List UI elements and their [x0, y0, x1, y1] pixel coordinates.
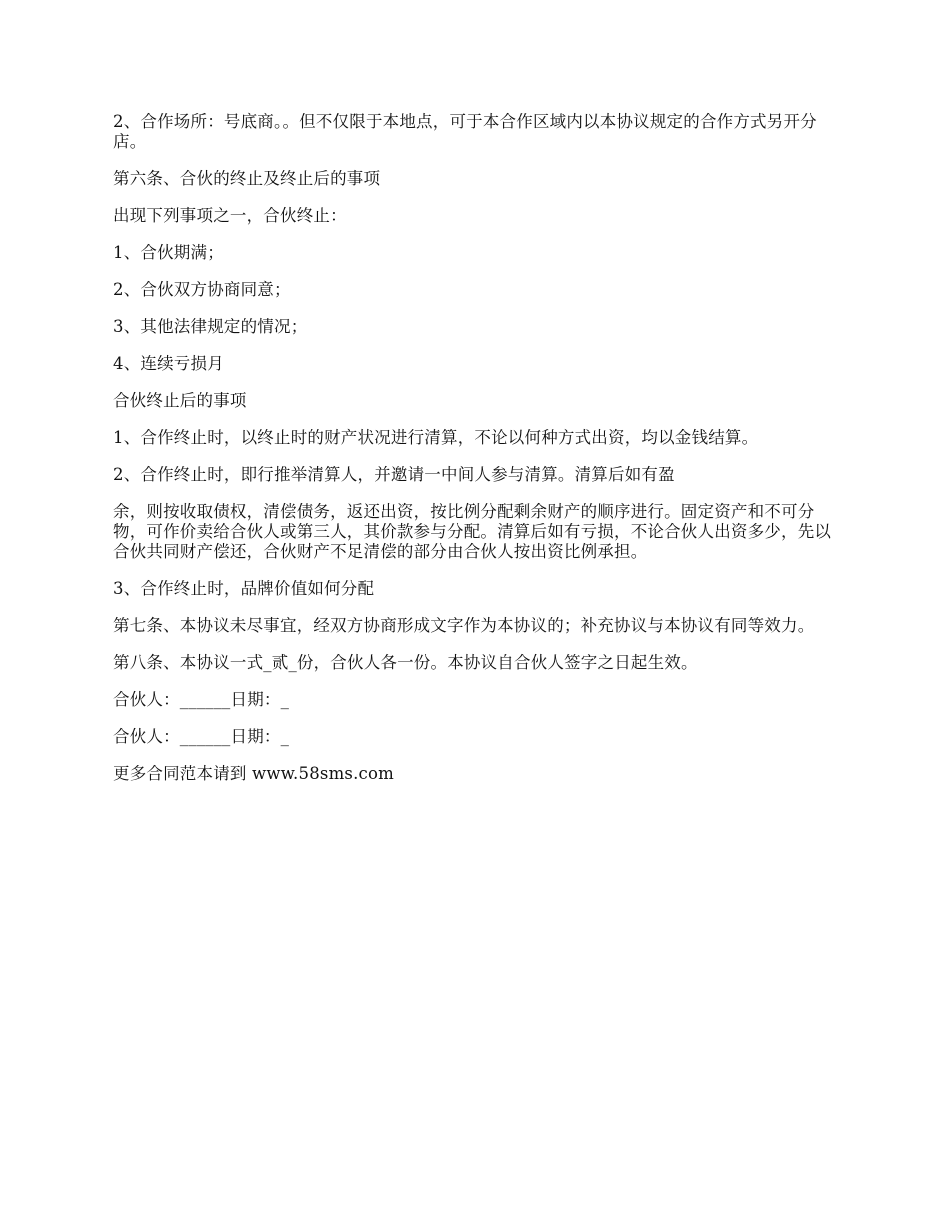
- paragraph-cooperation-venue: 2、合作场所：号底商。。但不仅限于本地点，可于本合作区域内以本协议规定的合作方式另开分店。: [113, 112, 817, 151]
- list-item-brand-value: 3、合作终止时，品牌价值如何分配: [113, 579, 375, 598]
- list-item-mutual-agreement: 2、合伙双方协商同意；: [113, 280, 291, 299]
- paragraph-termination-intro: 出现下列事项之一，合伙终止：: [113, 206, 347, 225]
- signature-line-partner-1: 合伙人：______日期：_: [113, 690, 290, 709]
- heading-post-termination: 合伙终止后的事项: [113, 391, 247, 410]
- footer-more-templates: 更多合同范本请到 www.58sms.com: [113, 764, 394, 783]
- list-item-term-expiry: 1、合伙期满；: [113, 243, 224, 262]
- paragraph-article-eight: 第八条、本协议一式_贰_份，合伙人各一份。本协议自合伙人签字之日起生效。: [113, 653, 698, 672]
- list-item-legal-circumstances: 3、其他法律规定的情况；: [113, 317, 308, 336]
- heading-article-six: 第六条、合伙的终止及终止后的事项: [113, 169, 381, 188]
- list-item-liquidation: 1、合作终止时，以终止时的财产状况进行清算，不论以何种方式出资，均以金钱结算。: [113, 428, 759, 447]
- list-item-liquidator: 2、合作终止时，即行推举清算人，并邀请一中间人参与清算。清算后如有盈: [113, 465, 675, 484]
- document-body: [113, 112, 841, 801]
- list-item-continuous-loss: 4、连续亏损月: [113, 354, 224, 373]
- paragraph-article-seven: 第七条、本协议未尽事宜，经双方协商形成文字作为本协议的；补充协议与本协议有同等效力。: [113, 616, 815, 635]
- signature-line-partner-2: 合伙人：______日期：_: [113, 727, 290, 746]
- paragraph-surplus-distribution: 余，则按收取债权，清偿债务，返还出资，按比例分配剩余财产的顺序进行。固定资产和不可分物，可作价卖给合伙人或第三人，其价款参与分配。清算后如有亏损，不论合伙人出资多少，先以合伙共同财产偿还，合伙财产不足清偿的部分由合伙人按出资比例承担。: [113, 502, 832, 561]
